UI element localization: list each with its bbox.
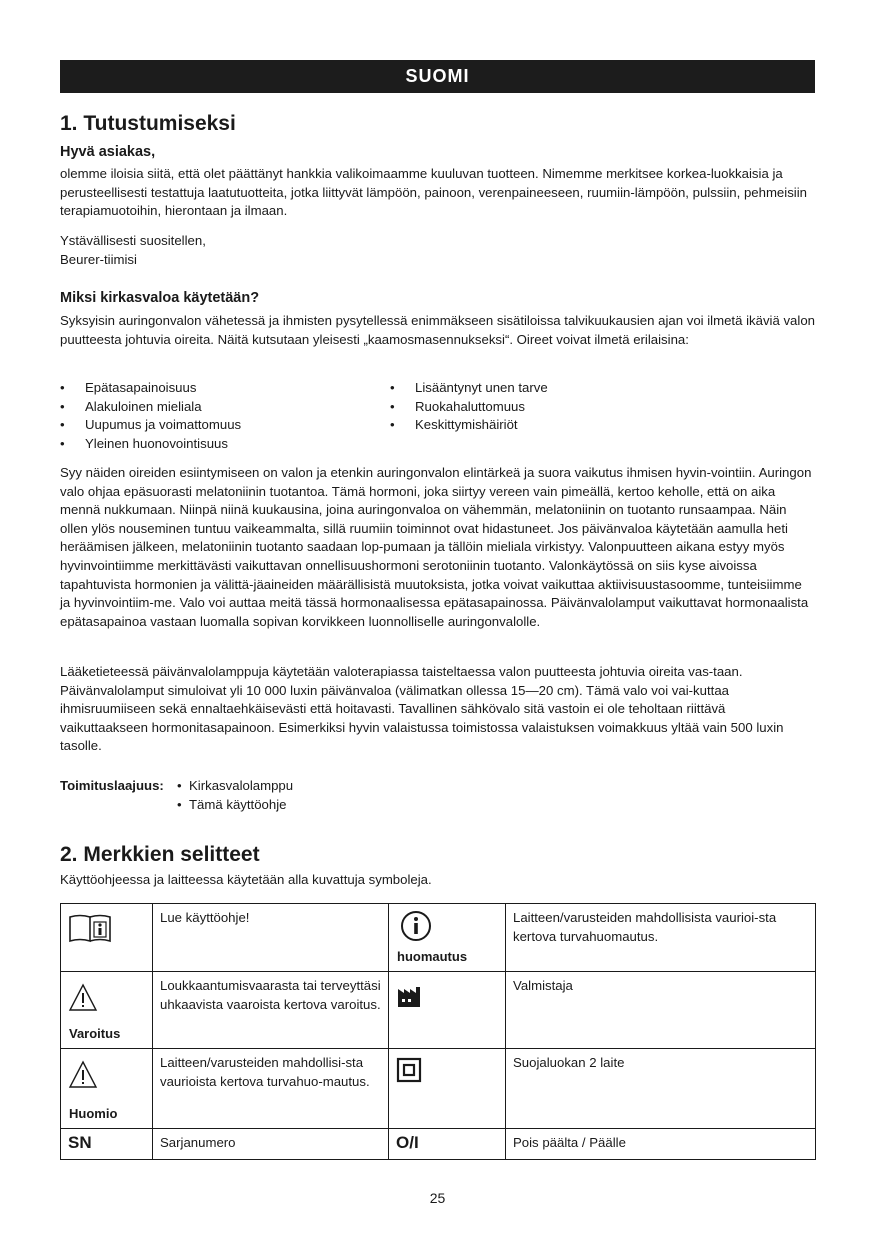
description-cell: Suojaluokan 2 laite [506,1049,816,1129]
closing-line-1: Ystävällisesti suositellen, [60,233,206,248]
why-heading: Miksi kirkasvaloa käytetään? [60,290,260,306]
why-paragraph: Syksyisin auringonvalon vähetessä ja ihmisten pysytellessä enimmäkseen sisätiloissa talvikuukausien ajan voi ilmetä ikäviä valon puutteesta johtuvia oireita. Näitä kutsutaan yleisesti „kaamosmasennukseksi“. Oireet voivat ilmetä erilaisina: [60,313,815,347]
warning-icon [68,983,98,1013]
table-row [61,904,816,972]
page-number: 25 [429,1190,446,1206]
closing-line-2: Beurer-tiimisi [60,252,137,267]
symbol-cell [61,904,153,972]
supply-list [177,777,293,814]
symbol-label: huomautus [397,949,468,965]
description-cell: Pois päälta / Päälle [506,1129,816,1160]
symbol-cell [389,904,506,972]
list-item: • Lisääntynyt unen tarve [390,379,548,398]
description-cell: Laitteen/varusteiden mahdollisista vaurioi-sta kertova turvahuomautus. [506,904,816,972]
body-paragraph-1: Syy näiden oireiden esiintymiseen on valon ja etenkin auringonvalon elintärkeä ja suora vaikutus ihmisen hyvin-vointiin. Auringon valo ohjaa epäsuorasti melatoniinin tuotantoa. Tämä hormoni, joka siirtyy vereen vain pimeällä, kertoo keholle, että on aika mennä nukkumaan. Niinpä niinä kuukausina, joina auringonvaloa on vähemmän, melatoniinin on tuotanto runsaampaa. Näin ollen ylös nouseminen tuntuu vaikeammalta, sillä ruumiin toiminnot ovat hidastuneet. Jos päivänvaloa käytetään aamulla heti heräämisen jälkeen, melatoniinin tuotanto saadaan lop-pumaan ja tällöin mieliala virkistyy. Valonpuutteen aikana estyy myös hyvinvointiimme merkittävästi vaikuttavan onnellisuushormoni serotoniinin tuotanto. Valonkäytössä on siis kyse aivoissa tapahtuvista hormonien ja välittä-jäaineiden määrällisistä muutoksista, jotka voivat vaikuttaa aktiivisuustasoomme, tunteisiimme ja hyvinvointiim-me. Valo voi auttaa meitä tässä hormonaalisessa epätasapainossa. Päivänvalolamput vaikuttavat hormonaalista epätasapainoa vastaan luomalla sopivan korvikkeen luonnolliselle auringonvalolle. [60,465,812,629]
symbol-cell [61,972,153,1049]
description-cell: Laitteen/varusteiden mahdollisi-sta vaurioista kertova turvahuo-mautus. [153,1049,389,1129]
symbol-cell [61,1129,153,1160]
greeting: Hyvä asiakas, [60,144,156,160]
intro-paragraph: olemme iloisia siitä, että olet päättänyt hankkia valikoimaamme kuuluvan tuotteen. Nimemme merkitsee korkea-luokkaisia ja perusteellisesti testattuja laatutuotteita, jotka liittyvät lämpöön, painoon, verenpaineeseen, ruumiin-lämpöön, pulssiin, pehmeisiin terapiamuotoihin, hierontaan ja ilmaan. [60,166,807,219]
language-banner: SUOMI [60,60,815,93]
list-item: • Ruokahaluttomuus [390,398,548,417]
list-item: • Kirkasvalolamppu [177,777,293,796]
symbol-label: Huomio [69,1106,118,1122]
list-item: • Epätasapainoisuus [60,379,241,398]
table-row [61,972,816,1049]
list-item: • Yleinen huonovointisuus [60,435,241,454]
symbol-cell [389,1129,506,1160]
body-paragraph-2: Lääketieteessä päivänvalolamppuja käytetään valoterapiassa taisteltaessa valon puutteesta johtuvia oireita vas-taan. Päivänvalolamput simuloivat yli 10 000 luxin päivänvaloa (välimatkan ollessa 15—20 cm). Tämä valo voi vai-kuttaa ihmisruumiiseen sekä ennaltaehkäisevästi että hoitavasti. Tavallinen sähkövalo sitä vastoin ei ole teholtaan riittävä vaikuttaakseen hormonitasapainoon. Esimerkiksi hyvin valaistussa toimistossa valaistuksen voimakkuus yltää vain 500 luxin tasolle. [60,664,784,754]
power-switch-symbol: O/I [396,1133,419,1152]
description-cell: Valmistaja [506,972,816,1049]
serial-number-symbol: SN [68,1133,92,1152]
symbol-cell [61,1049,153,1129]
class2-icon [396,1057,422,1083]
symbol-label: Varoitus [69,1026,121,1042]
supply-label: Toimituslaajuus: [60,778,164,793]
symptom-list-right [390,379,548,435]
list-item: • Uupumus ja voimattomuus [60,416,241,435]
list-item: • Alakuloinen mieliala [60,398,241,417]
manufacturer-icon [396,985,424,1009]
symbol-table [60,903,816,1160]
section-2-intro: Käyttöohjeessa ja laitteessa käytetään alla kuvattuja symboleja. [60,872,432,887]
symptom-list-left [60,379,241,453]
table-row [61,1129,816,1160]
list-item: • Tämä käyttöohje [177,796,293,815]
section-1-title: 1. Tutustumiseksi [60,112,236,135]
description-cell: Lue käyttöohje! [153,904,389,972]
description-cell: Loukkaantumisvaarasta tai terveyttäsi uhkaavista vaaroista kertova varoitus. [153,972,389,1049]
list-item: • Keskittymishäiriöt [390,416,548,435]
symbol-cell [389,972,506,1049]
description-cell: Sarjanumero [153,1129,389,1160]
symbol-cell [389,1049,506,1129]
section-2-title: 2. Merkkien selitteet [60,843,260,866]
info-icon [399,909,433,943]
caution-icon [68,1060,98,1090]
table-row [61,1049,816,1129]
manual-icon [68,913,114,943]
